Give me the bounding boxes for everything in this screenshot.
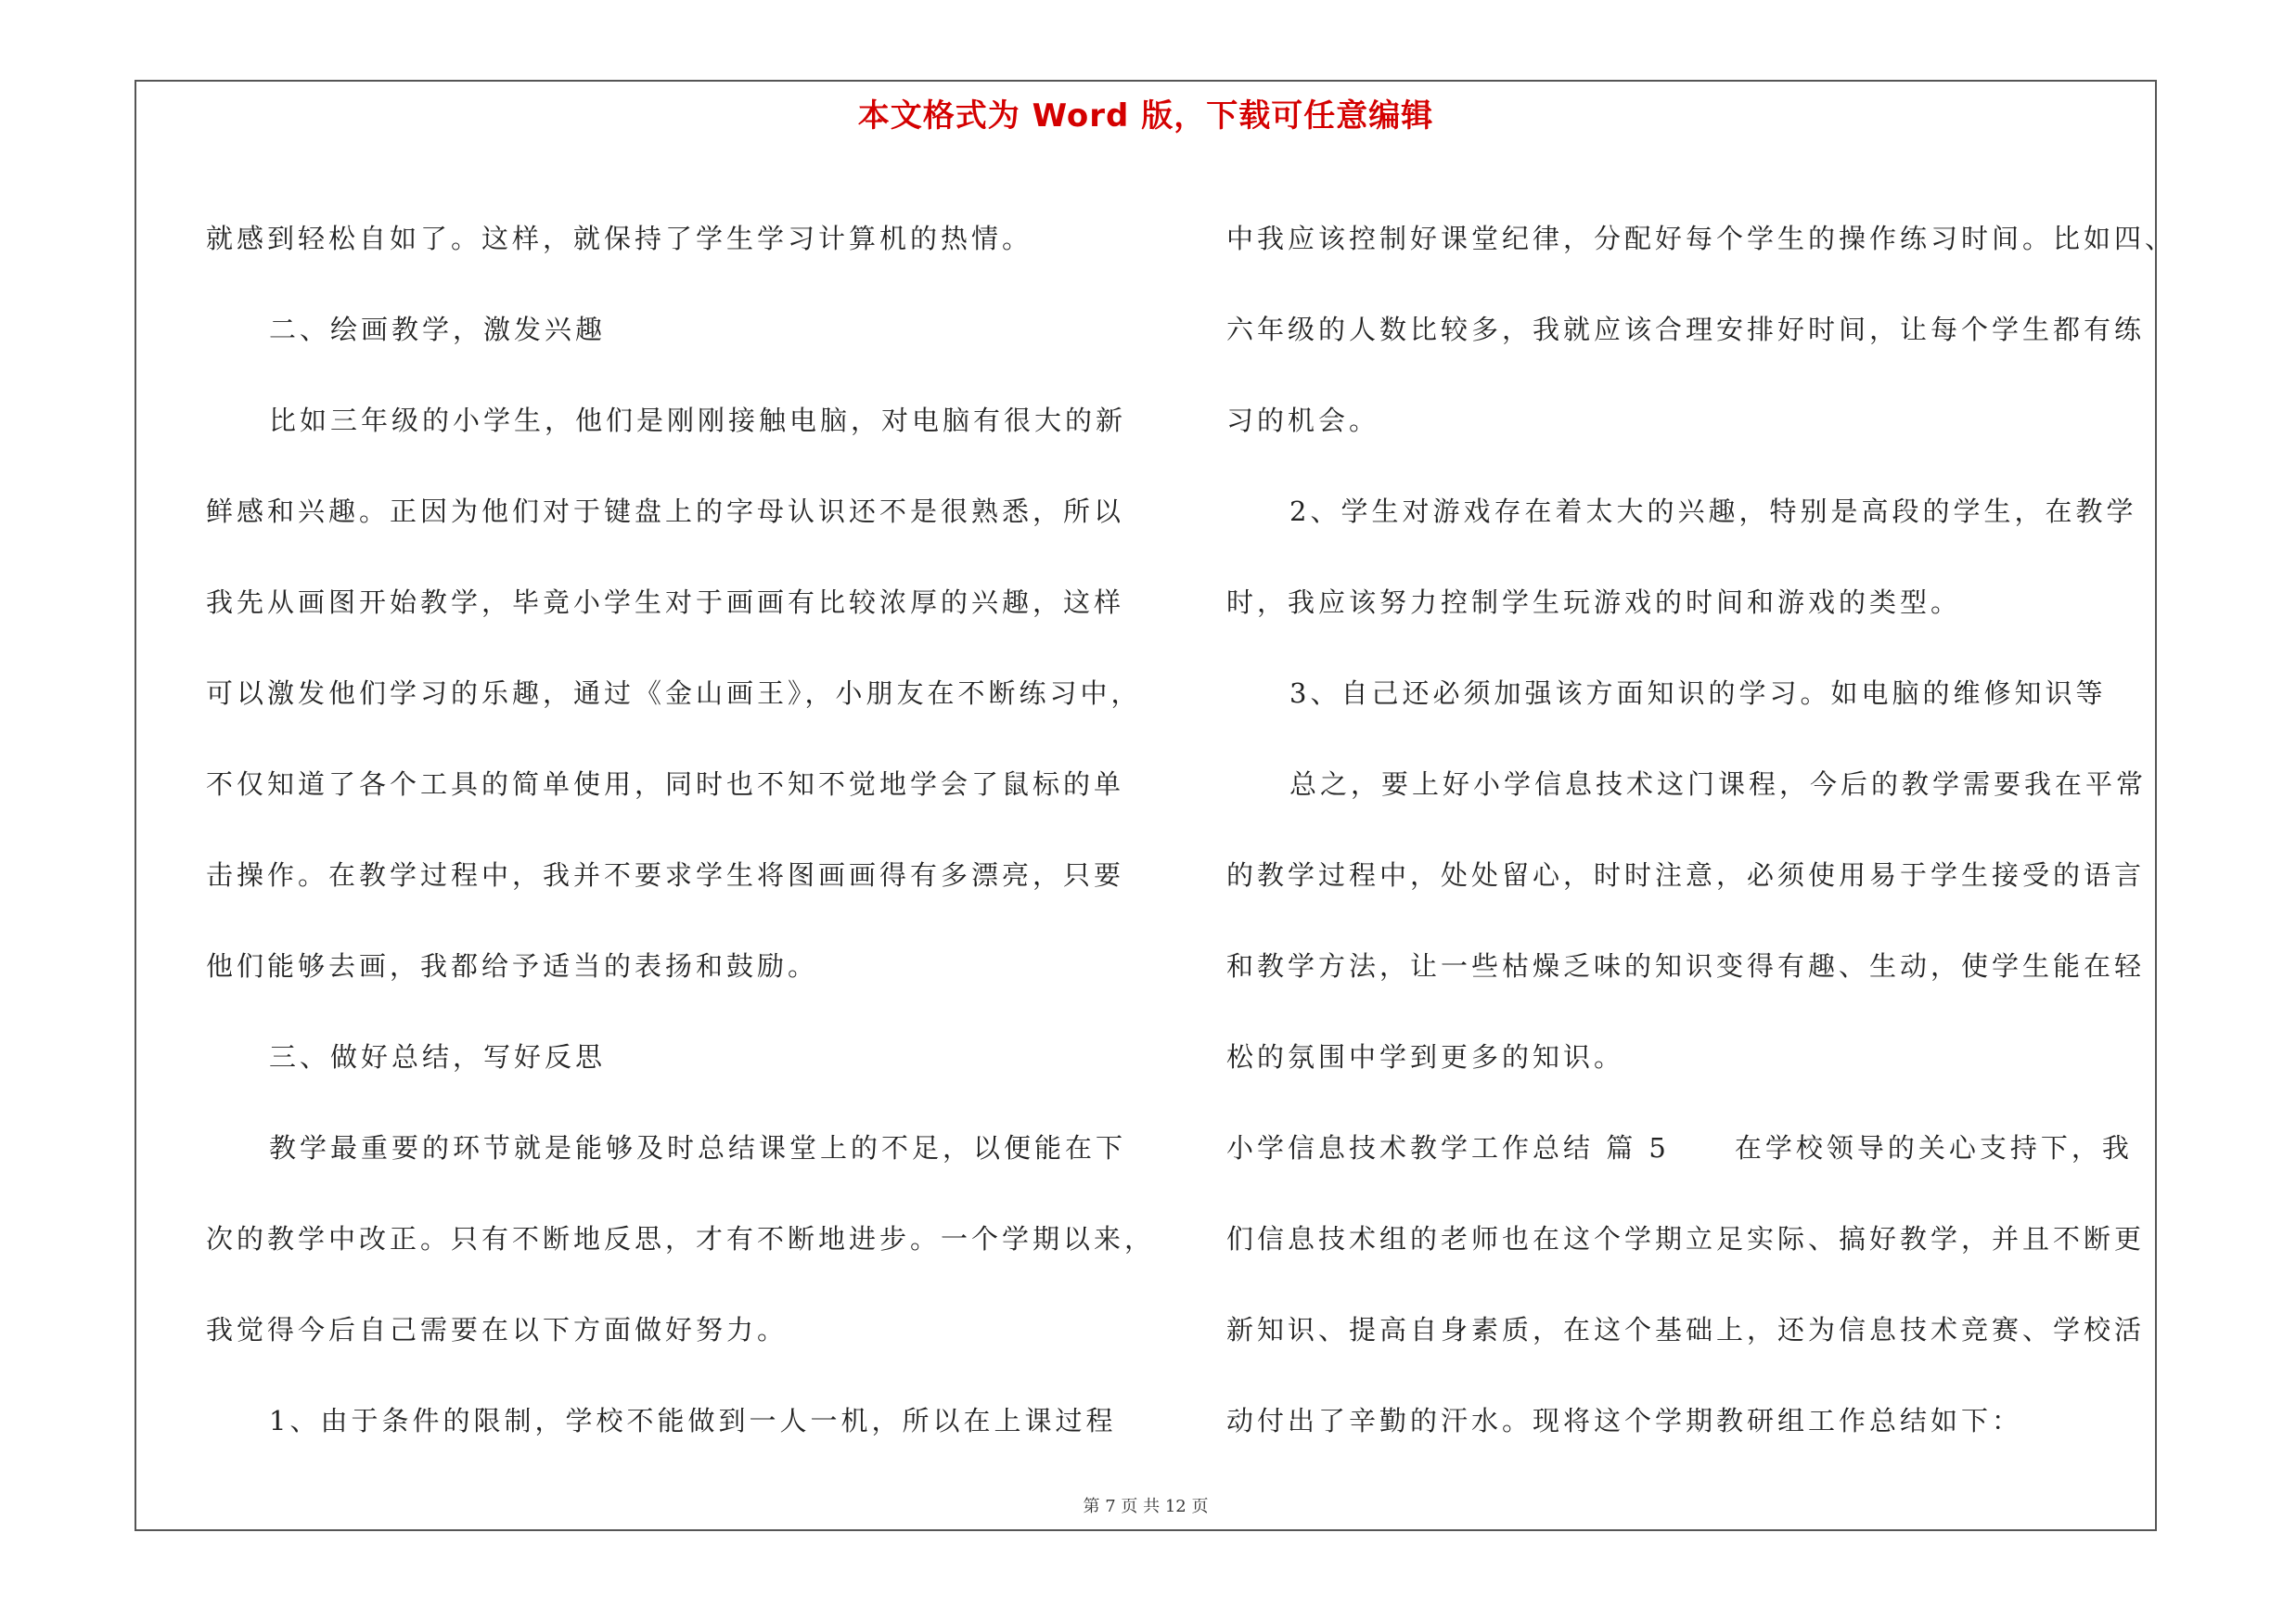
body-line: 的教学过程中，处处留心，时时注意，必须使用易于学生接受的语言 [1226,859,2146,891]
body-line: 们信息技术组的老师也在这个学期立足实际、搞好教学，并且不断更 [1226,1223,2146,1255]
body-line: 鲜感和兴趣。正因为他们对于键盘上的字母认识还不是很熟悉，所以 [206,496,1125,527]
body-line: 他们能够去画，我都给予适当的表扬和鼓励。 [206,950,819,982]
article-title: 小学信息技术教学工作总结 篇 5 [1226,1132,1670,1164]
body-line: 松的氛围中学到更多的知识。 [1226,1041,1625,1073]
page-number: 第 7 页 共 12 页 [1083,1497,1209,1516]
format-banner: 本文格式为 Word 版，下载可任意编辑 [857,97,1434,135]
body-line: 击操作。在教学过程中，我并不要求学生将图画画得有多漂亮，只要 [206,859,1125,891]
body-line: 不仅知道了各个工具的简单使用，同时也不知不觉地学会了鼠标的单 [206,768,1125,800]
body-line: 我先从画图开始教学，毕竟小学生对于画画有比较浓厚的兴趣，这样 [206,586,1125,618]
body-line: 次的教学中改正。只有不断地反思，才有不断地进步。一个学期以来， [206,1223,1156,1255]
section-heading: 三、做好总结，写好反思 [269,1041,607,1073]
body-line: 中我应该控制好课堂纪律，分配好每个学生的操作练习时间。比如四、 [1226,223,2176,254]
body-line: 时，我应该努力控制学生玩游戏的时间和游戏的类型。 [1226,586,1962,618]
right-column [1226,193,2176,1466]
body-line: 在学校领导的关心支持下，我 [1734,1132,2133,1164]
section-heading: 二、绘画教学，激发兴趣 [269,314,607,345]
left-column [206,193,1156,1466]
body-line: 六年级的人数比较多，我就应该合理安排好时间，让每个学生都有练 [1226,314,2146,345]
body-line: 可以激发他们学习的乐趣，通过《金山画王》，小朋友在不断练习中， [206,677,1142,709]
body-line: 就感到轻松自如了。这样，就保持了学生学习计算机的热情。 [206,223,1033,254]
body-line: 我觉得今后自己需要在以下方面做好努力。 [206,1314,789,1346]
body-line: 习的机会。 [1226,405,1380,436]
list-item-line: 2、学生对游戏存在着太大的兴趣，特别是高段的学生，在教学 [1289,496,2137,527]
body-line: 教学最重要的环节就是能够及时总结课堂上的不足，以便能在下 [269,1132,1127,1164]
list-item-line: 3、自己还必须加强该方面知识的学习。如电脑的维修知识等 [1289,677,2107,709]
list-item-line: 1、由于条件的限制，学校不能做到一人一机，所以在上课过程 [269,1405,1117,1436]
body-line: 和教学方法，让一些枯燥乏味的知识变得有趣、生动，使学生能在轻 [1226,950,2146,982]
body-line: 比如三年级的小学生，他们是刚刚接触电脑，对电脑有很大的新 [269,405,1127,436]
body-line: 总之，要上好小学信息技术这门课程，今后的教学需要我在平常 [1289,768,2148,800]
page-frame [135,80,2176,1531]
article-title-line [1226,1102,2159,1193]
body-line: 动付出了辛勤的汗水。现将这个学期教研组工作总结如下： [1226,1405,2023,1436]
body-line: 新知识、提高自身素质，在这个基础上，还为信息技术竞赛、学校活 [1226,1314,2146,1346]
